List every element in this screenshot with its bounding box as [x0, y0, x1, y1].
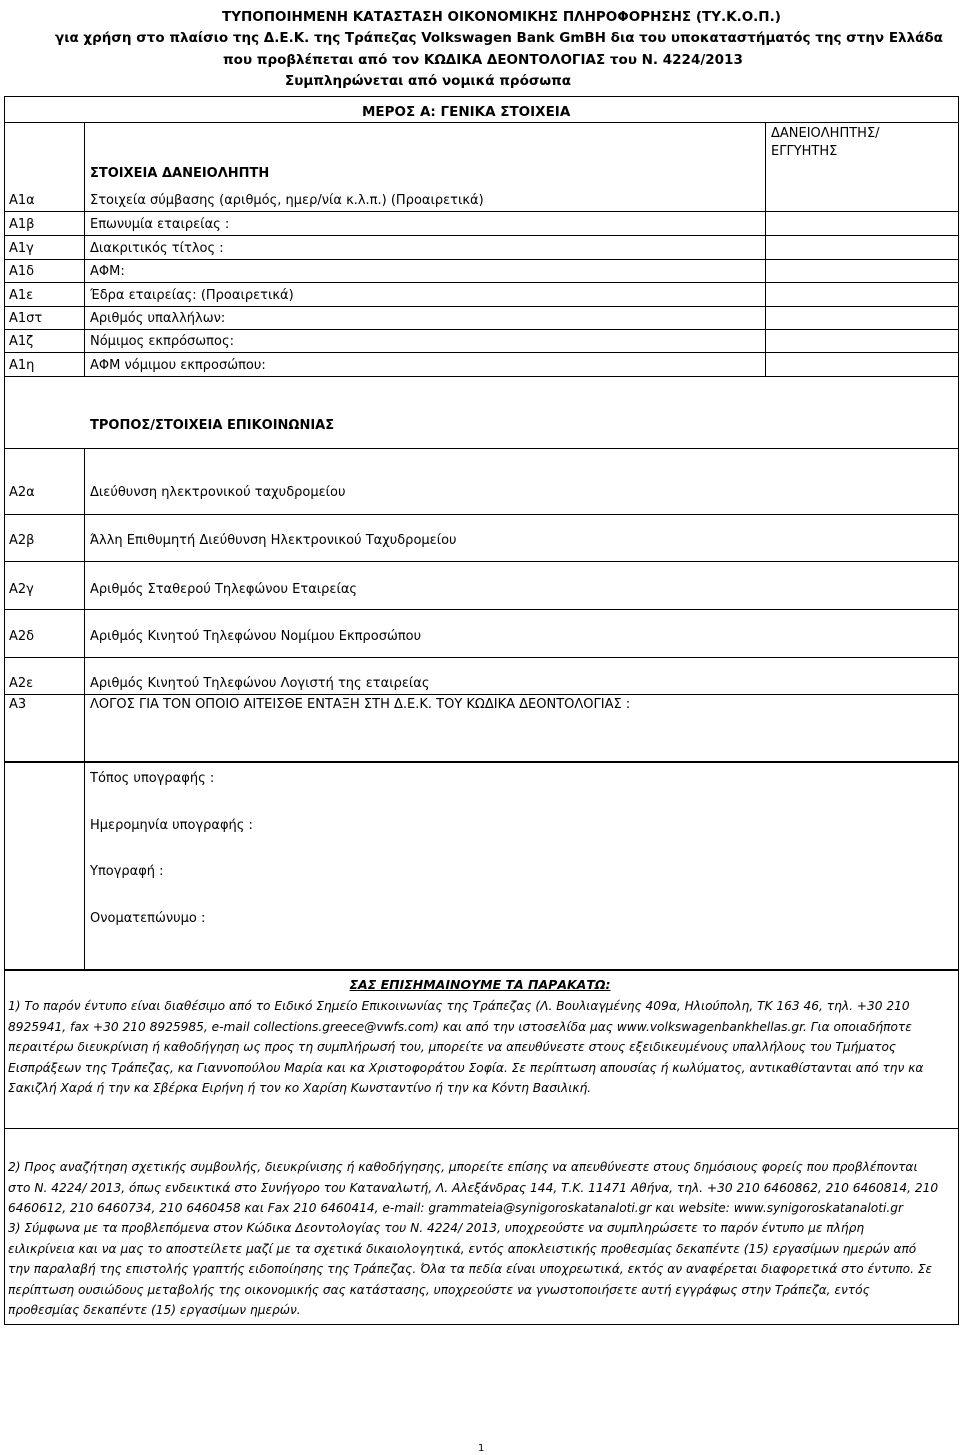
row-divider — [4, 609, 959, 610]
form-legal-basis: που προβλέπεται από τον ΚΩΔΙΚΑ ΔΕΟΝΤΟΛΟΓΙΑΣ του Ν. 4224/2013 — [223, 52, 743, 68]
row-divider — [4, 306, 959, 307]
note-line: 8925941, fax +30 210 8925985, e-mail collections.greece@vwfs.com) και από την ιστοσελίδα μας www.volkswagenbankhellas.gr. Για οποιαδήποτε — [8, 1019, 912, 1034]
alternate-email-field[interactable]: Άλλη Επιθυμητή Διεύθυνση Ηλεκτρονικού Ταχυδρομείου — [90, 533, 457, 548]
row-code: Α1γ — [9, 241, 34, 256]
column-header-line: ΕΓΓΥΗΤΗΣ — [771, 144, 838, 159]
page-number: 1 — [478, 1443, 485, 1454]
form-title: ΤΥΠΟΠΟΙΗΜΕΝΗ ΚΑΤΑΣΤΑΣΗ ΟΙΚΟΝΟΜΙΚΗΣ ΠΛΗΡΟΦΟΡΗΣΗΣ (ΤΥ.Κ.Ο.Π.) — [222, 9, 781, 25]
note-line: Εισπράξεων της Τράπεζας, κα Γιαννοπούλου Μαρία και κα Χριστοφοράτου Σοφία. Σε περίπτωση απουσίας ή κωλύματος, αντικαθίστανται από την κα — [8, 1060, 924, 1075]
lender-column-divider — [765, 122, 766, 376]
trade-title-field[interactable]: Διακριτικός τίτλος : — [90, 241, 224, 256]
part-a-title: ΜΕΡΟΣ Α: ΓΕΝΙΚΑ ΣΤΟΙΧΕΙΑ — [362, 104, 571, 120]
note-line: 1) Το παρόν έντυπο είναι διαθέσιμο από το Ειδικό Σημείο Επικοινωνίας της Τράπεζας (Λ. Βουλιαγμένης 409α, Ηλιούπολη, ΤΚ 163 46, τηλ. +30 210 — [8, 999, 910, 1013]
row-code: Α1β — [9, 217, 35, 232]
row-code: Α2γ — [9, 582, 34, 597]
note-3 — [8, 1218, 953, 1321]
row-divider — [4, 352, 959, 353]
accountant-mobile-field[interactable]: Αριθμός Κινητού Τηλεφώνου Λογιστή της εταιρείας — [90, 676, 430, 691]
borrower-section-end — [4, 376, 959, 377]
note-1 — [8, 996, 953, 1099]
row-code: Α2α — [9, 485, 35, 500]
column-header-line: ΔΑΝΕΙΟΛΗΠΤΗΣ/ — [771, 126, 880, 141]
row-divider — [4, 211, 959, 212]
company-landline-field[interactable]: Αριθμός Σταθερού Τηλεφώνου Εταιρείας — [90, 582, 358, 597]
row-code: Α3 — [9, 697, 27, 712]
row-divider — [4, 235, 959, 236]
note-line: στο Ν. 4224/ 2013, όπως ενδεικτικά στο Συνήγορο του Καταναλωτή, Λ. Αλεξάνδρας 144, Τ.Κ. 11471 Αθήνα, τηλ. +30 210 6460862, 210 6460814, 210 — [8, 1180, 939, 1195]
row-code: Α2δ — [9, 629, 35, 644]
employees-count-field[interactable]: Αριθμός υπαλλήλων: — [90, 311, 226, 326]
form-subtitle: για χρήση στο πλαίσιο της Δ.Ε.Κ. της Τράπεζας Volkswagen Bank GmBH δια του υποκαταστήματός της στην Ελλάδα — [55, 30, 943, 46]
note-line: 3) Σύμφωνα με τα προβλεπόμενα στον Κώδικα Δεοντολογίας του Ν. 4224/ 2013, υποχρεούστε να συμπληρώσετε το παρόν έντυπο με πλήρη — [8, 1221, 865, 1235]
note-line: ειλικρίνεια και να μας το αποστείλετε μαζί με τα σχετικά δικαιολογητικά, εντός αποκλειστικής προθεσμίας δεκαπέντε (15) εργασίμων ημερών από — [8, 1241, 917, 1256]
contact-title-divider — [4, 448, 959, 449]
row-code: Α1α — [9, 193, 35, 208]
row-divider — [4, 514, 959, 515]
note-line: 2) Προς αναζήτηση σχετικής συμβουλής, διευκρίνισης ή καθοδήγησης, μπορείτε επίσης να απευθύνεστε στους δημόσιους φορείς που προβλέπονται — [8, 1160, 918, 1174]
part-a-title-divider — [4, 122, 959, 123]
full-name-field[interactable]: Ονοματεπώνυμο : — [90, 911, 206, 926]
notes-title: ΣΑΣ ΕΠΙΣΗΜΑΙΝΟΥΜΕ ΤΑ ΠΑΡΑΚΑΤΩ: — [349, 977, 611, 992]
signature-date-field[interactable]: Ημερομηνία υπογραφής : — [90, 818, 253, 833]
note-line: περαιτέρω διευκρίνιση ή καθοδήγηση ως προς τη συμπλήρωσή του, μπορείτε να απευθύνεστε στους εξειδικευμένους υπαλλήλους του Τμήματος — [8, 1040, 897, 1054]
legal-representative-field[interactable]: Νόμιμος εκπρόσωπος: — [90, 334, 234, 349]
code-column-divider — [84, 448, 85, 762]
signature-place-field[interactable]: Τόπος υπογραφής : — [90, 771, 215, 786]
row-divider — [4, 282, 959, 283]
row-divider — [4, 561, 959, 562]
row-code: Α2β — [9, 533, 35, 548]
row-code: Α1στ — [9, 311, 43, 326]
contact-section-title: ΤΡΟΠΟΣ/ΣΤΟΙΧΕΙΑ ΕΠΙΚΟΙΝΩΝΙΑΣ — [90, 418, 335, 433]
row-code: Α1η — [9, 358, 35, 373]
row-divider — [4, 259, 959, 260]
signature-field[interactable]: Υπογραφή : — [90, 864, 164, 879]
borrower-section-title: ΣΤΟΙΧΕΙΑ ΔΑΝΕΙΟΛΗΠΤΗ — [90, 166, 270, 181]
representative-tax-id-field[interactable]: ΑΦΜ νόμιμου εκπροσώπου: — [90, 358, 266, 373]
representative-mobile-field[interactable]: Αριθμός Κινητού Τηλεφώνου Νομίμου Εκπροσώπου — [90, 629, 422, 644]
note-line: προθεσμίας δεκαπέντε (15) εργασίμων ημερών. — [8, 1303, 301, 1317]
note-line: την παραλαβή της επιστολής γραπτής ειδοποίησης της Τράπεζας. Όλα τα πεδία είναι υποχρεωτικά, εκτός αν αναφέρεται διαφορετικά στο έντυπο. Σε — [8, 1262, 933, 1276]
note-line: 6460612, 210 6460734, 210 6460458 και Fax 210 6460414, e-mail: grammateia@synigoroskatanaloti.gr και website: www.synigoroskatanaloti.gr — [8, 1201, 903, 1215]
note-2 — [8, 1157, 953, 1219]
row-divider — [4, 329, 959, 330]
borrower-guarantor-column-header — [771, 125, 880, 161]
company-name-field[interactable]: Επωνυμία εταιρείας : — [90, 217, 230, 232]
tax-id-field[interactable]: ΑΦΜ: — [90, 264, 125, 279]
form-scope: Συμπληρώνεται από νομικά πρόσωπα — [285, 73, 572, 89]
row-code: Α1ε — [9, 288, 34, 303]
note-divider — [4, 1128, 959, 1129]
company-seat-field[interactable]: Έδρα εταιρείας: (Προαιρετικά) — [90, 288, 294, 303]
signature-column-divider — [84, 762, 85, 970]
code-column-divider — [84, 122, 85, 376]
contract-details-field[interactable]: Στοιχεία σύμβασης (αριθμός, ημερ/νία κ.λ.π.) (Προαιρετικά) — [90, 193, 484, 208]
note-line: περίπτωση ουσιώδους μεταβολής της οικονομικής σας κατάστασης, υποχρεούστε να γνωστοποιήσετε αυτή εγγράφως στην Τράπεζα, εντός — [8, 1282, 870, 1297]
email-field[interactable]: Διεύθυνση ηλεκτρονικού ταχυδρομείου — [90, 485, 346, 500]
row-code: Α2ε — [9, 676, 34, 691]
reason-for-inclusion-field[interactable]: ΛΟΓΟΣ ΓΙΑ ΤΟΝ ΟΠΟΙΟ ΑΙΤΕΙΣΘΕ ΕΝΤΑΞΗ ΣΤΗ Δ.Ε.Κ. ΤΟΥ ΚΩΔΙΚΑ ΔΕΟΝΤΟΛΟΓΙΑΣ : — [90, 697, 631, 712]
row-code: Α1ζ — [9, 334, 34, 349]
row-divider — [4, 694, 959, 695]
row-divider — [4, 657, 959, 658]
note-line: Σακιζλή Χαρά ή την κα Σβέρκα Ειρήνη ή τον κο Χαρίση Κωνσταντίνο ή την κα Κόντη Βασιλική. — [8, 1081, 592, 1095]
row-code: Α1δ — [9, 264, 35, 279]
